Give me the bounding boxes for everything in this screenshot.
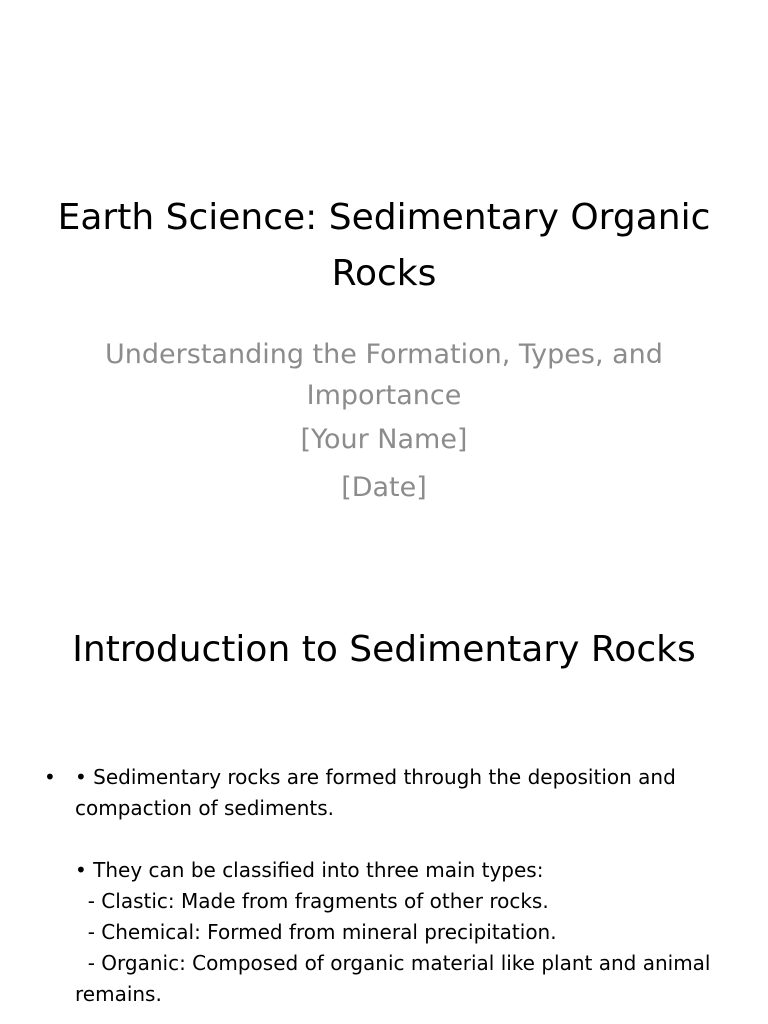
slide-heading: Introduction to Sedimentary Rocks bbox=[72, 629, 696, 670]
slide-title: Earth Science: Sedimentary Organic Rocks bbox=[57, 197, 711, 294]
subtitle-text: Understanding the Formation, Types, and Importance bbox=[105, 339, 663, 411]
bullet-marker: • bbox=[44, 765, 56, 789]
list-item bbox=[40, 762, 720, 1010]
presentation-date: [Date] bbox=[341, 472, 427, 503]
bullet-list bbox=[40, 762, 720, 1010]
bullet-body-text: • Sedimentary rocks are formed through the deposition and compaction of sediments. • They can be classified into three main types: - Clastic: Made from fragments of other rocks. - Chemical: Formed from mineral precipitation. - Organic: Composed of organic material like plant and animal remains. bbox=[75, 765, 711, 1006]
slide-subtitle-block bbox=[56, 334, 712, 512]
author-name: [Your Name] bbox=[300, 424, 468, 455]
content-slide bbox=[0, 576, 768, 1024]
